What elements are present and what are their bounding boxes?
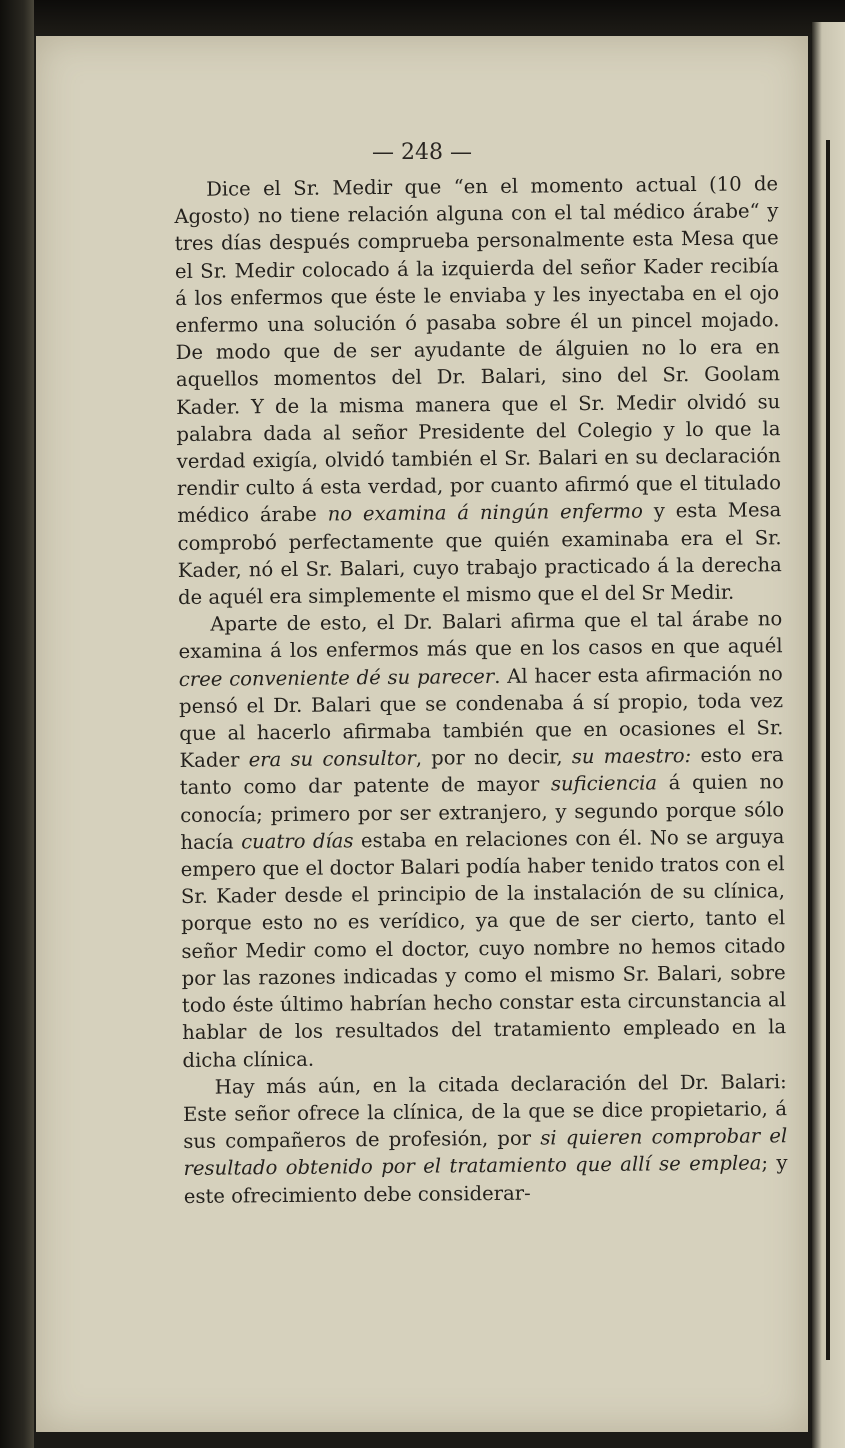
italic-phrase: su maestro: bbox=[571, 744, 692, 769]
text-run: ; y este ofrecimiento debe considerar- bbox=[183, 1151, 788, 1208]
paragraph bbox=[183, 1068, 788, 1210]
adjacent-page-border-rule bbox=[826, 140, 830, 1360]
paragraph bbox=[178, 605, 786, 1073]
italic-phrase: era su consultor bbox=[248, 746, 416, 772]
body-text bbox=[174, 170, 788, 1209]
scan-top-edge bbox=[0, 0, 845, 34]
italic-phrase: no examina á ningún enfermo bbox=[327, 499, 643, 526]
book-page bbox=[36, 36, 808, 1432]
italic-phrase: suficiencia bbox=[550, 771, 658, 796]
scan-left-edge bbox=[0, 0, 34, 1448]
text-run: y esta Mesa comprobó perfectamente que quién examinaba era el Sr. Kader, nó el Sr. Balari, cuyo trabajo practicado á la derecha de aquél era simplemente el mismo que el del Sr Medir. bbox=[177, 498, 782, 610]
text-run: Hay más aún, en la citada declaración del Dr. Balari: Este señor ofrece la clínica, de la que se dice propietario, á sus compañeros de profesión, por bbox=[182, 1069, 788, 1154]
italic-phrase: si quieren comprobar el resultado obtenido por el tratamiento que allí se emplea bbox=[183, 1124, 788, 1181]
text-run: Aparte de esto, el Dr. Balari afirma que el tal árabe no examina á los enfermos más que en los casos en que aquél bbox=[178, 607, 783, 664]
text-run: estaba en relaciones con él. No se arguya empero que el doctor Balari podía haber tenido tratos con el Sr. Kader desde el principio de la instalación de su clínica, porque esto no es verídico, ya que de ser cierto, tanto el señor Medir como el doctor, cuyo nombre no hemos citado por las razones indicadas y como el mismo Sr. Balari, sobre todo éste último habrían hecho constar esta circunstancia al hablar de los resultados del tratamiento empleado en la dicha clínica. bbox=[180, 825, 787, 1072]
page-number: — 248 — bbox=[372, 140, 472, 165]
italic-phrase: cree conveniente dé su parecer bbox=[178, 664, 495, 691]
italic-phrase: cuatro días bbox=[241, 829, 354, 854]
text-run: , por no decir, bbox=[415, 745, 572, 770]
text-run: á quien no conocía; primero por ser extranjero, y segundo porque sólo hacía bbox=[180, 770, 785, 854]
paragraph bbox=[174, 170, 782, 611]
text-run: esto era tanto como dar patente de mayor bbox=[179, 743, 784, 800]
text-run: Dice el Sr. Medir que “en el momento actual (10 de Agosto) no tiene relación alguna con el tal médico árabe“ y tres días después comprueba personalmente esta Mesa que el Sr. Medir colocado á la izquierda del señor Kader recibía á los enfermos que éste le enviaba y les inyectaba en el ojo enfermo una solución ó pasaba sobre él un pincel mojado. De modo que de ser ayudante de álguien no lo era en aquellos momentos del Dr. Balari, sino del Sr. Goolam Kader. Y de la misma manera que el Sr. Medir olvidó su palabra dada al señor Presidente del Colegio y lo que la verdad exigía, olvidó también el Sr. Balari en su declaración rendir culto á esta verdad, por cuanto afirmó que el titulado médico árabe bbox=[174, 172, 782, 528]
text-run: . Al hacer esta afirmación no pensó el Dr. Balari que se condenaba á sí propio, toda vez que al hacerlo afirmaba también que en ocasiones el Sr. Kader bbox=[178, 661, 784, 773]
